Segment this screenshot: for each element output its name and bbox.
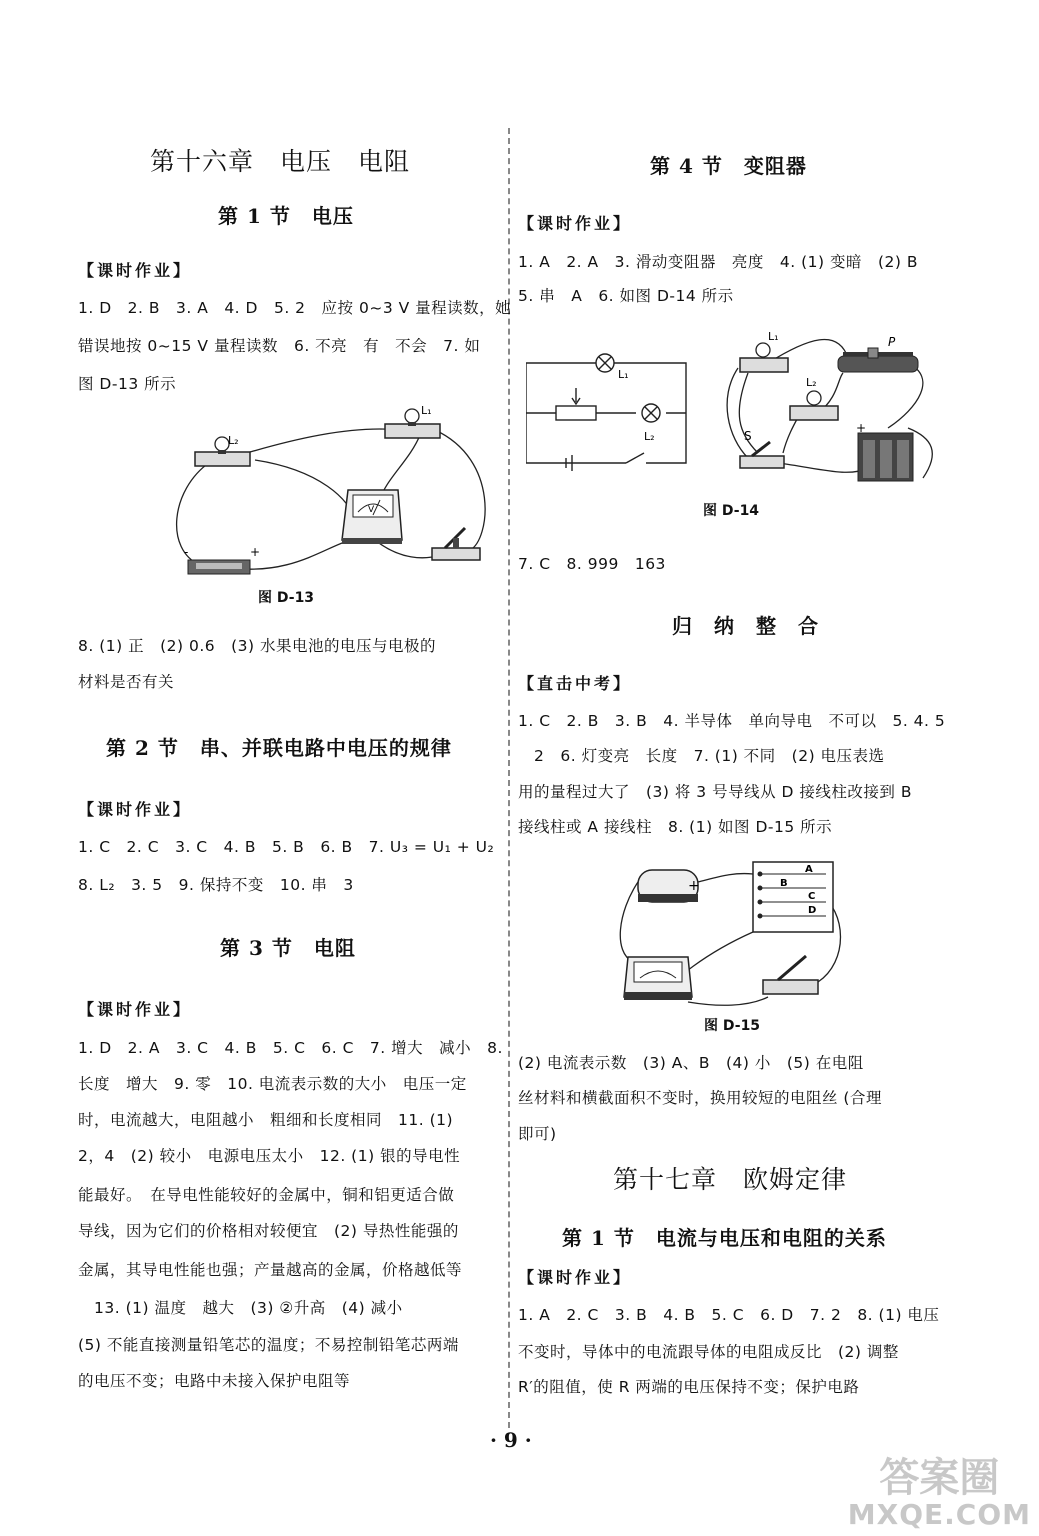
answer-line: 金属，其导电性能也强；产量越高的金属，价格越低等 bbox=[78, 1261, 463, 1279]
label-plus: + bbox=[688, 878, 700, 894]
label-p: P bbox=[888, 335, 896, 349]
bulb-l2-board bbox=[195, 437, 250, 466]
answer-line: 图 D-13 所示 bbox=[78, 375, 177, 393]
rheostat bbox=[838, 348, 918, 372]
answer-line: 1. C 2. C 3. C 4. B 5. B 6. B 7. U₃ = U₁ + U₂ bbox=[78, 838, 495, 856]
answer-line: 8. L₂ 3. 5 9. 保持不变 10. 串 3 bbox=[78, 876, 354, 894]
section-3-title: 第 3 节 电阻 bbox=[220, 936, 356, 960]
homework-tag: 【课时作业】 bbox=[518, 214, 633, 233]
label-c: C bbox=[808, 891, 816, 902]
label-v: V bbox=[368, 505, 375, 515]
voltmeter bbox=[342, 490, 402, 544]
answer-line: 1. A 2. C 3. B 4. B 5. C 6. D 7. 2 8. (1) 电压 bbox=[518, 1306, 940, 1324]
section-2-title: 第 2 节 串、并联电路中电压的规律 bbox=[106, 736, 452, 760]
answer-line: 13. (1) 温度 越大 (3) ②升高 (4) 减小 bbox=[78, 1299, 403, 1317]
answer-line: 2，4 (2) 较小 电源电压太小 12. (1) 银的导电性 bbox=[78, 1147, 461, 1165]
label-plus: + bbox=[856, 421, 867, 435]
answer-line: 1. D 2. A 3. C 4. B 5. C 6. C 7. 增大 减小 8. bbox=[78, 1039, 503, 1057]
column-divider bbox=[508, 128, 510, 1428]
label-l1: L₁ bbox=[421, 404, 432, 417]
switch bbox=[763, 956, 818, 994]
answer-line: (5) 不能直接测量铅笔芯的温度；不易控制铅笔芯两端 bbox=[78, 1336, 459, 1354]
figure-d14-caption: 图 D-14 bbox=[703, 503, 760, 519]
answer-line: 1. C 2. B 3. B 4. 半导体 单向导电 不可以 5. 4. 5 bbox=[518, 712, 946, 730]
homework-tag: 【课时作业】 bbox=[78, 261, 193, 280]
switch bbox=[432, 528, 480, 560]
answer-line: 丝材料和横截面积不变时，换用较短的电阻丝 (合理 bbox=[518, 1089, 882, 1107]
answer-line: 2 6. 灯变亮 长度 7. (1) 不同 (2) 电压表选 bbox=[518, 747, 885, 765]
answer-line: 不变时，导体中的电流跟导体的电阻成反比 (2) 调整 bbox=[518, 1343, 899, 1361]
switch bbox=[740, 442, 784, 468]
answer-line: 时，电流越大，电阻越小 粗细和长度相同 11. (1) bbox=[78, 1111, 454, 1129]
label-plus: + bbox=[250, 545, 261, 559]
chapter-16-title: 第十六章 电压 电阻 bbox=[150, 147, 411, 176]
figure-d13-circuit bbox=[170, 400, 500, 585]
watermark-logo bbox=[848, 1456, 1031, 1530]
label-a: A bbox=[805, 864, 813, 875]
answer-line: 错误地按 0~15 V 量程读数 6. 不亮 有 不会 7. 如 bbox=[78, 337, 481, 355]
label-l1: L₁ bbox=[768, 330, 779, 343]
answer-line: 7. C 8. 999 163 bbox=[518, 555, 666, 573]
label-l2: L₂ bbox=[806, 376, 817, 389]
answer-line: 导线，因为它们的价格相对较便宜 (2) 导热性能强的 bbox=[78, 1222, 459, 1240]
answer-line: 即可) bbox=[518, 1125, 557, 1143]
label-l2: L₂ bbox=[228, 434, 239, 447]
answer-line: 长度 增大 9. 零 10. 电流表示数的大小 电压一定 bbox=[78, 1075, 467, 1093]
figure-d15-circuit bbox=[608, 852, 858, 1012]
label-s: S bbox=[744, 429, 752, 443]
page-number: · 9 · bbox=[490, 1428, 532, 1452]
homework-tag: 【课时作业】 bbox=[518, 1268, 633, 1287]
answer-line: 的电压不变；电路中未接入保护电阻等 bbox=[78, 1372, 351, 1390]
ammeter bbox=[624, 957, 692, 1000]
watermark-top: 答案圈 bbox=[879, 1455, 1000, 1501]
figure-d14-physical bbox=[718, 318, 948, 498]
answer-line: 材料是否有关 bbox=[78, 673, 175, 691]
exam-tag: 【直击中考】 bbox=[518, 674, 633, 693]
answer-line: R′的阻值，使 R 两端的电压保持不变；保护电路 bbox=[518, 1378, 860, 1396]
bulb-l2-board bbox=[790, 391, 838, 420]
answer-line: 1. A 2. A 3. 滑动变阻器 亮度 4. (1) 变暗 (2) B bbox=[518, 253, 918, 271]
watermark-bottom: MXQE.COM bbox=[847, 1498, 1031, 1531]
battery-pack bbox=[858, 433, 913, 481]
label-d: D bbox=[808, 905, 817, 916]
answer-line: 用的量程过大了 (3) 将 3 号导线从 D 接线柱改接到 B bbox=[518, 783, 912, 801]
section-1-title: 第 1 节 电压 bbox=[218, 204, 354, 228]
answer-line: (2) 电流表示数 (3) A、B (4) 小 (5) 在电阻 bbox=[518, 1054, 864, 1072]
bulb-l1-board bbox=[385, 409, 440, 438]
review-title: 归 纳 整 合 bbox=[672, 614, 819, 638]
label-b: B bbox=[780, 878, 788, 889]
label-minus: - bbox=[184, 545, 189, 559]
section-4-title: 第 4 节 变阻器 bbox=[650, 154, 807, 178]
schematic-label-l1: L₁ bbox=[618, 368, 629, 381]
answer-line: 接线柱或 A 接线柱 8. (1) 如图 D-15 所示 bbox=[518, 818, 833, 836]
bulb-l1-board bbox=[740, 343, 788, 372]
chapter-17-section-1-title: 第 1 节 电流与电压和电阻的关系 bbox=[562, 1226, 887, 1250]
battery bbox=[188, 560, 250, 574]
figure-d15-caption: 图 D-15 bbox=[704, 1018, 761, 1034]
homework-tag: 【课时作业】 bbox=[78, 1000, 193, 1019]
figure-d14-schematic bbox=[526, 318, 696, 478]
answer-line: 8. (1) 正 (2) 0.6 (3) 水果电池的电压与电极的 bbox=[78, 637, 437, 655]
answer-line: 5. 串 A 6. 如图 D-14 所示 bbox=[518, 287, 734, 305]
resistance-board bbox=[753, 862, 833, 932]
answer-line: 能最好。 在导电性能较好的金属中，铜和铝更适合做 bbox=[78, 1186, 455, 1204]
homework-tag: 【课时作业】 bbox=[78, 800, 193, 819]
figure-d13-caption: 图 D-13 bbox=[258, 590, 315, 606]
chapter-17-title: 第十七章 欧姆定律 bbox=[613, 1165, 848, 1194]
answer-line: 1. D 2. B 3. A 4. D 5. 2 应按 0~3 V 量程读数，她 bbox=[78, 299, 512, 317]
schematic-label-l2: L₂ bbox=[644, 430, 655, 443]
